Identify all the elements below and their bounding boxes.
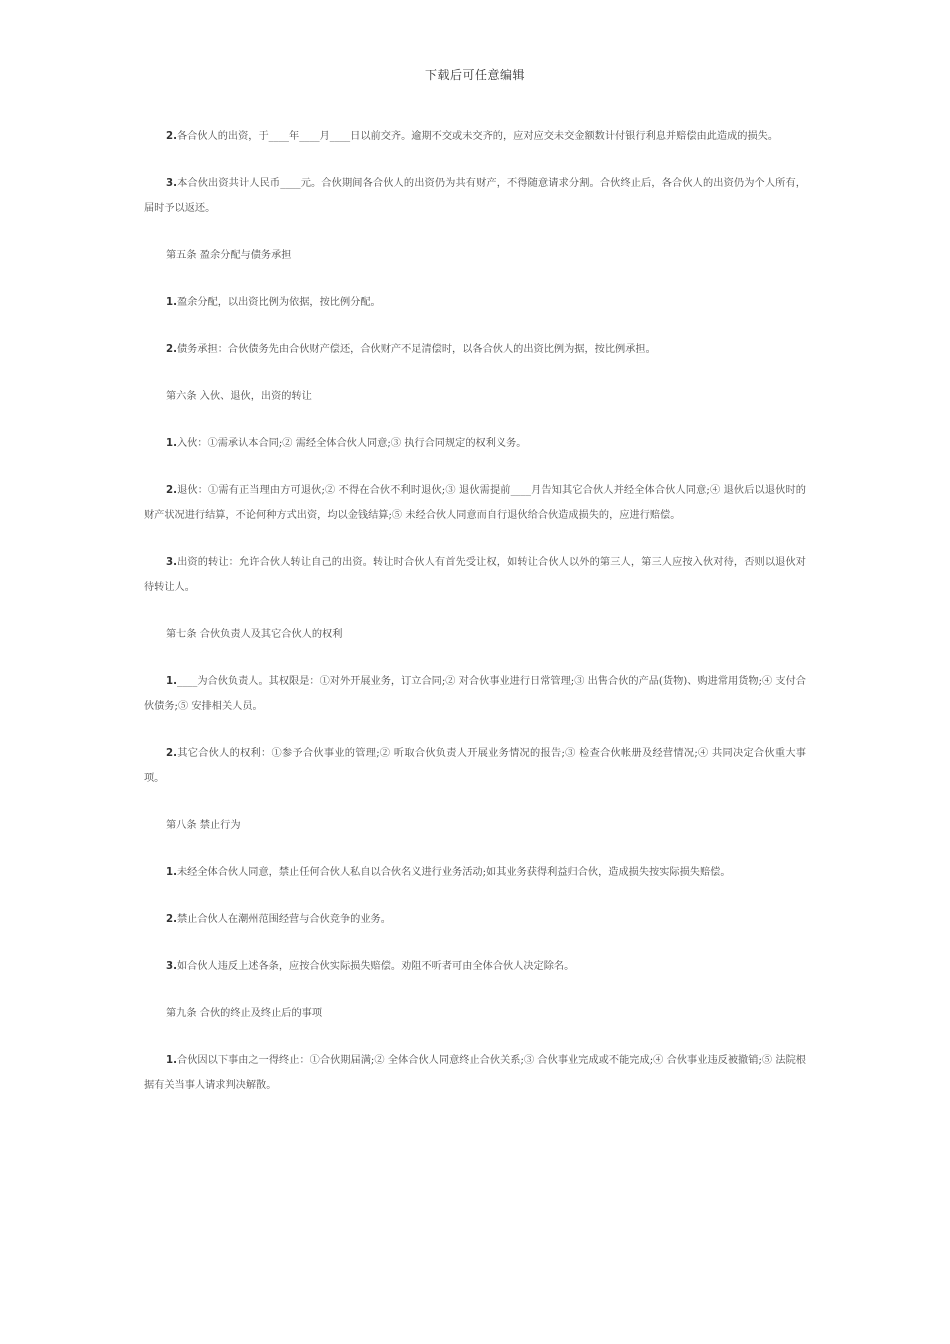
clause-text: 禁止合伙人在潮州范围经营与合伙竞争的业务。 (176, 914, 391, 925)
clause-number: 3. (166, 178, 177, 189)
clause-number: 3. (166, 961, 177, 972)
clause-text: 入伙：①需承认本合同;② 需经全体合伙人同意;③ 执行合同规定的权利义务。 (176, 438, 527, 449)
clause-paragraph (144, 741, 806, 791)
clause-paragraph (144, 478, 806, 528)
clause-number: 2. (166, 485, 177, 496)
clause-text: 其它合伙人的权利：①参予合伙事业的管理;② 听取合伙负责人开展业务情况的报告;③ 检查合伙帐册及经营情况;④ 共同决定合伙重大事项。 (144, 748, 806, 784)
clause-paragraph (144, 171, 806, 221)
article-heading: 第五条 盈余分配与债务承担 (166, 250, 292, 261)
clause-text: ____为合伙负责人。其权限是：①对外开展业务，订立合同;② 对合伙事业进行日常管理;③ 出售合伙的产品(货物)、购进常用货物;④ 支付合伙债务;⑤ 安排相关人员。 (144, 676, 806, 712)
clause-text: 合伙因以下事由之一得终止：①合伙期届满;② 全体合伙人同意终止合伙关系;③ 合伙事业完成或不能完成;④ 合伙事业违反被撤销;⑤ 法院根据有关当事人请求判决解散。 (144, 1055, 806, 1091)
clause-paragraph (144, 290, 806, 315)
clause-text: 本合伙出资共计人民币____元。合伙期间各合伙人的出资仍为共有财产，不得随意请求分割。合伙终止后，各合伙人的出资仍为个人所有，届时予以返还。 (144, 178, 806, 214)
clause-number: 2. (166, 914, 177, 925)
clause-number: 2. (166, 131, 177, 142)
clause-number: 2. (166, 344, 177, 355)
clause-paragraph (144, 431, 806, 456)
clause-text: 盈余分配，以出资比例为依据，按比例分配。 (176, 297, 381, 308)
clause-number: 1. (166, 676, 177, 687)
clause-paragraph (144, 669, 806, 719)
clause-number: 2. (166, 748, 177, 759)
clause-paragraph (144, 954, 806, 979)
clause-number: 1. (166, 297, 177, 308)
article-heading: 第六条 入伙、退伙，出资的转让 (166, 391, 312, 402)
clause-number: 3. (166, 557, 177, 568)
clause-text: 退伙：①需有正当理由方可退伙;② 不得在合伙不利时退伙;③ 退伙需提前____月告知其它合伙人并经全体合伙人同意;④ 退伙后以退伙时的财产状况进行结算，不论何种方式出资，均以金钱结算;⑤ 未经合伙人同意而自行退伙给合伙造成损失的，应进行赔偿。 (144, 485, 806, 521)
article-heading: 第七条 合伙负责人及其它合伙人的权利 (166, 629, 343, 640)
clause-paragraph (144, 907, 806, 932)
page-header: 下载后可任意编辑 (424, 68, 525, 82)
article-heading: 第八条 禁止行为 (166, 820, 241, 831)
article-heading: 第九条 合伙的终止及终止后的事项 (166, 1008, 323, 1019)
clause-paragraph (144, 550, 806, 600)
clause-text: 未经全体合伙人同意，禁止任何合伙人私自以合伙名义进行业务活动;如其业务获得利益归合伙，造成损失按实际损失赔偿。 (176, 867, 731, 878)
clause-paragraph (144, 860, 806, 885)
clause-text: 如合伙人违反上述各条，应按合伙实际损失赔偿。劝阻不听者可由全体合伙人决定除名。 (176, 961, 575, 972)
clause-paragraph (144, 1048, 806, 1098)
clause-paragraph (144, 124, 806, 149)
clause-text: 债务承担：合伙债务先由合伙财产偿还，合伙财产不足清偿时，以各合伙人的出资比例为据，按比例承担。 (176, 344, 656, 355)
document-body (144, 124, 806, 1120)
clause-number: 1. (166, 867, 177, 878)
clause-text: 出资的转让：允许合伙人转让自己的出资。转让时合伙人有首先受让权，如转让合伙人以外的第三人，第三人应按入伙对待，否则以退伙对待转让人。 (144, 557, 806, 593)
clause-number: 1. (166, 438, 177, 449)
clause-paragraph (144, 337, 806, 362)
clause-number: 1. (166, 1055, 177, 1066)
clause-text: 各合伙人的出资，于____年____月____日以前交齐。逾期不交或未交齐的，应对应交未交金额数计付银行利息并赔偿由此造成的损失。 (176, 131, 779, 142)
